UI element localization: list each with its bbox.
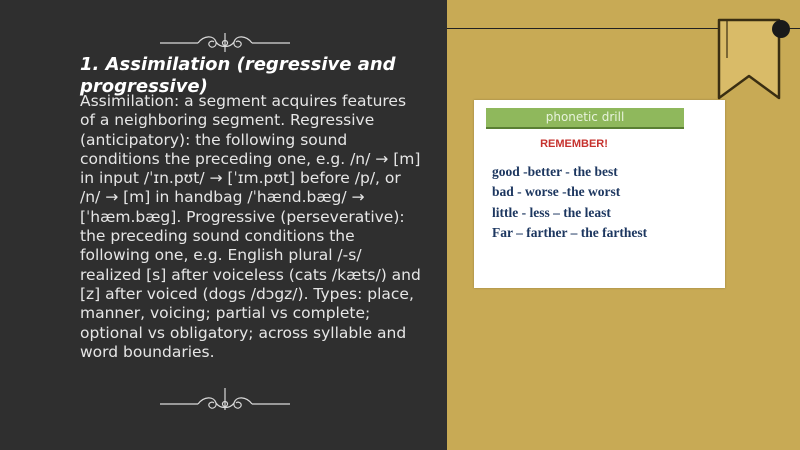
slide-title: 1. Assimilation (regressive and progressive): [80, 54, 396, 97]
bookmark-ribbon-icon: [717, 18, 795, 100]
ornament-top-icon: [160, 30, 290, 56]
comparison-list: [492, 162, 647, 243]
ornament-bottom-icon: [160, 386, 290, 414]
list-item: bad - worse -the worst: [492, 184, 621, 200]
card-header: phonetic drill: [486, 108, 684, 129]
remember-label: REMEMBER!: [540, 138, 608, 150]
list-item: little - less – the least: [492, 204, 611, 220]
list-item: Far – farther – the farthest: [492, 224, 648, 240]
list-item: good -better - the best: [492, 164, 618, 179]
slide-body-text: Assimilation: a segment acquires features of a neighboring segment. Regressive (anticipatory): the following sound conditions the preceding one, e.g. /n/ → [m] in input /ˈɪn.pʊt/ → [ˈɪm.pʊt] before /p/, or /n/ → [m] in handbag /ˈhænd.bæg/ → [ˈhæm.bæg]. Progressive (perseverative): the preceding sound conditions the following one, e.g. English plural /-s/ realized [s] after voiceless (cats /kæts/) and [z] after voiced (dogs /dɔgz/). Types: place, manner, voicing; partial vs complete; optional vs obligatory; across syllable and word boundaries.: [80, 92, 421, 361]
phonetic-drill-card: [474, 100, 725, 288]
